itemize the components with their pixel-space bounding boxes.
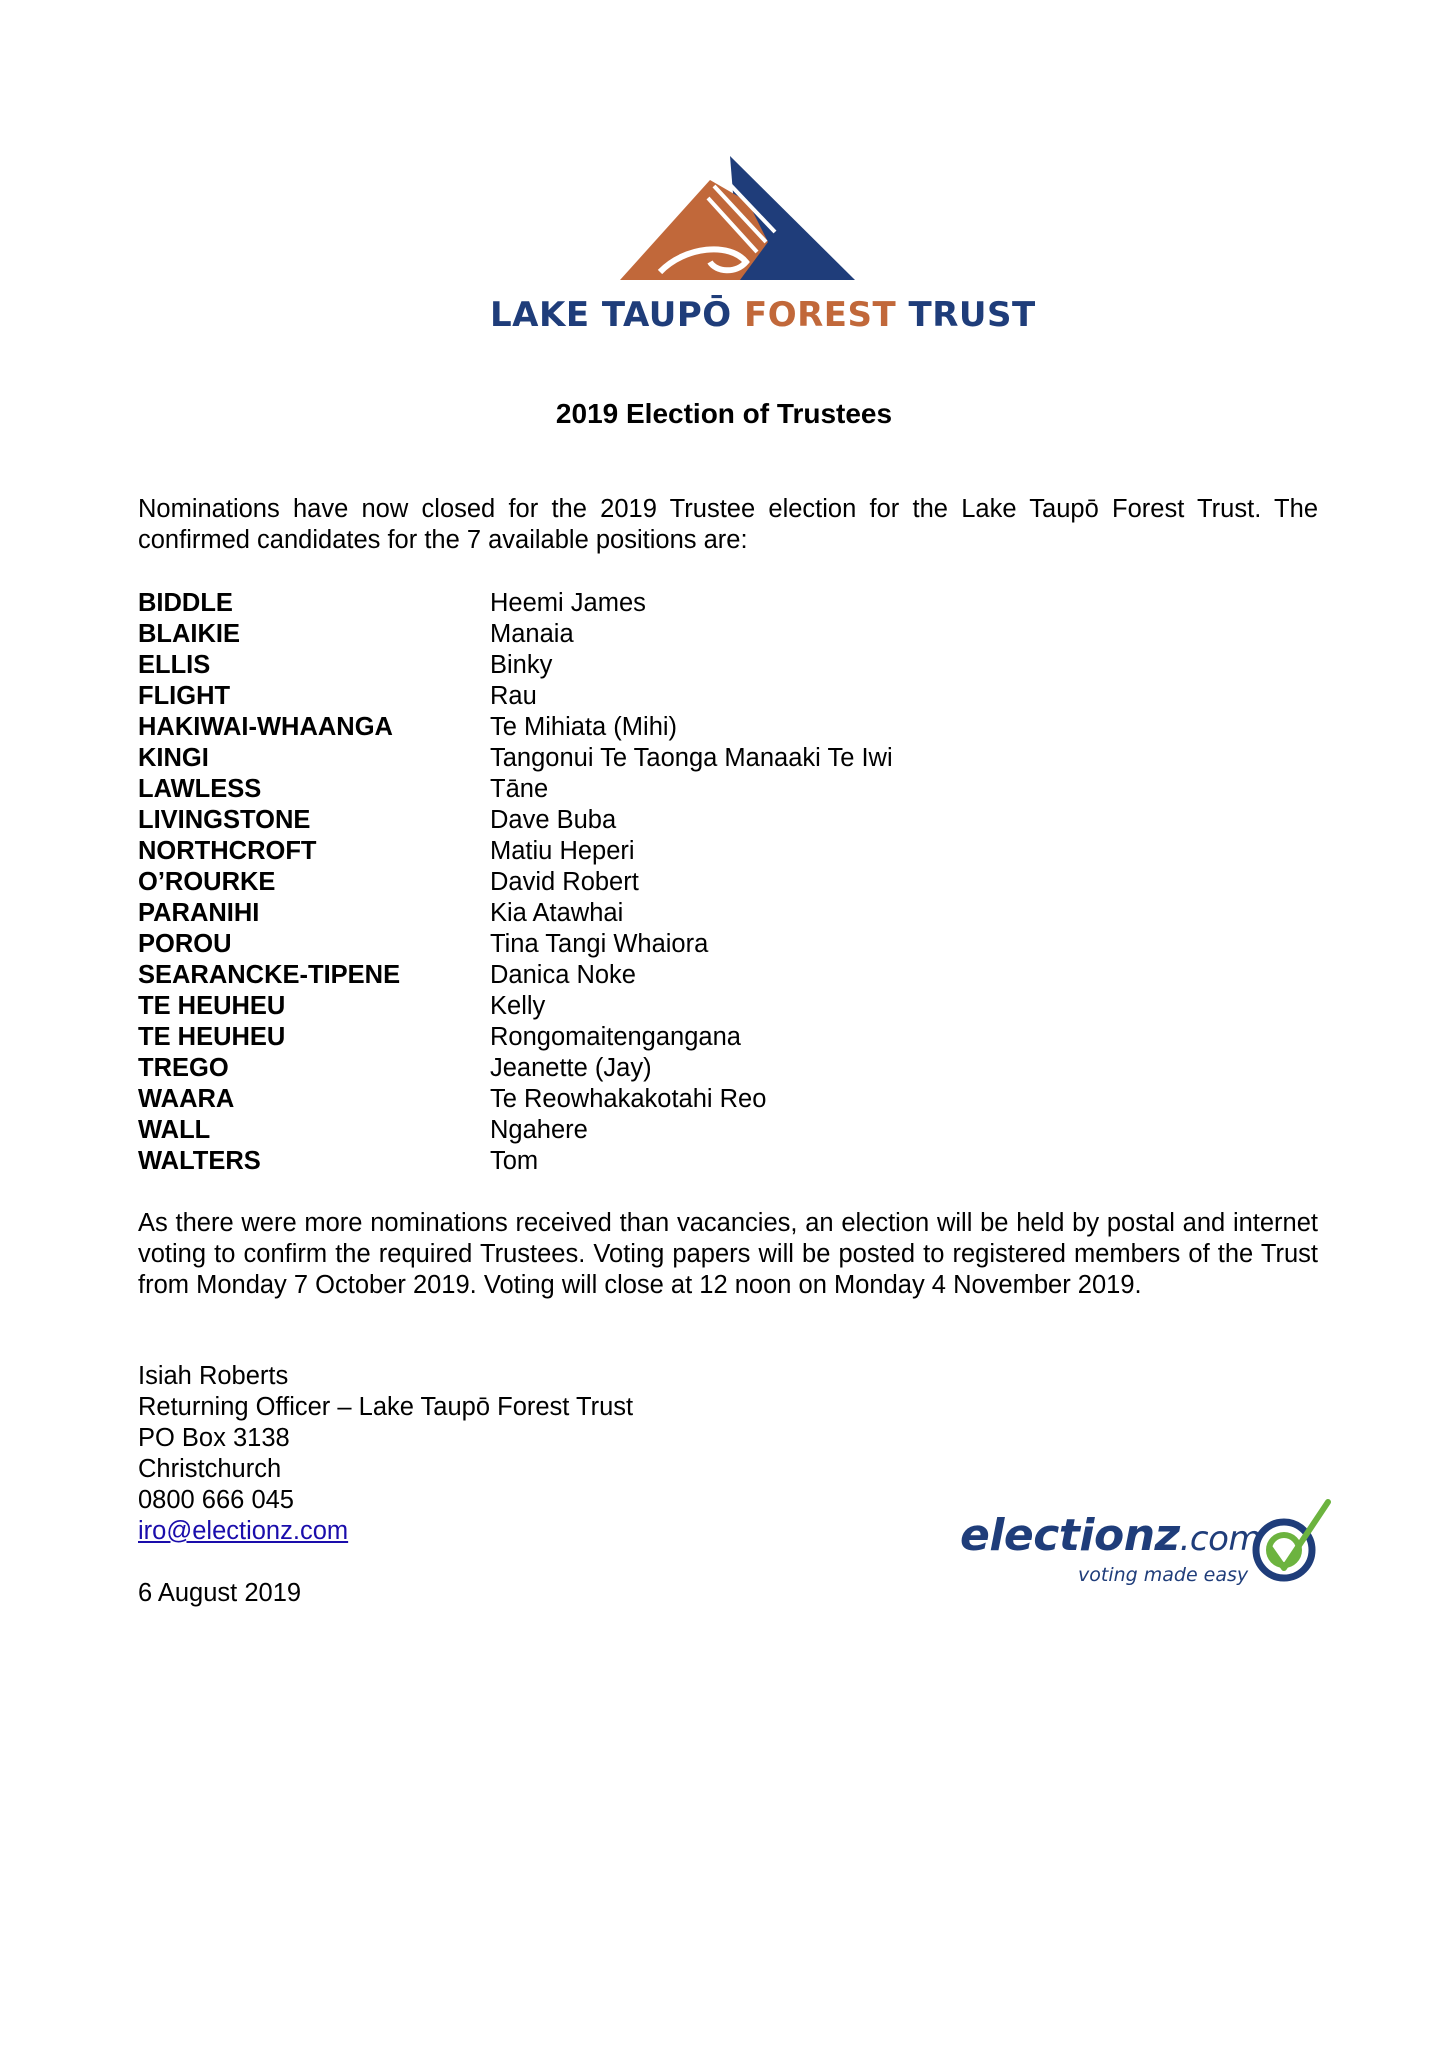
candidate-row bbox=[138, 774, 1138, 805]
candidate-given-name: Binky bbox=[490, 651, 553, 679]
candidate-row bbox=[138, 1022, 1138, 1053]
trust-logo bbox=[490, 150, 1036, 340]
candidate-row bbox=[138, 960, 1138, 991]
candidate-given-name: Manaia bbox=[490, 620, 574, 648]
candidate-given-name: Tāne bbox=[490, 775, 549, 803]
candidate-row bbox=[138, 712, 1138, 743]
document-date: 6 August 2019 bbox=[138, 1579, 302, 1607]
candidate-given-name: Tina Tangi Whaiora bbox=[490, 930, 709, 958]
signatory-role: Returning Officer – Lake Taupō Forest Trust bbox=[138, 1393, 634, 1421]
candidate-given-name: David Robert bbox=[490, 868, 639, 896]
candidate-surname: O’ROURKE bbox=[138, 868, 276, 896]
candidate-row bbox=[138, 743, 1138, 774]
signatory-name: Isiah Roberts bbox=[138, 1362, 289, 1390]
candidate-surname: FLIGHT bbox=[138, 682, 231, 710]
candidate-surname: KINGI bbox=[138, 744, 209, 772]
candidate-given-name: Matiu Heperi bbox=[490, 837, 635, 865]
candidate-given-name: Tom bbox=[490, 1147, 539, 1175]
candidate-surname: LIVINGSTONE bbox=[138, 806, 311, 834]
candidate-surname: WALTERS bbox=[138, 1147, 261, 1175]
candidate-row bbox=[138, 929, 1138, 960]
candidate-given-name: Danica Noke bbox=[490, 961, 636, 989]
candidate-given-name: Te Reowhakakotahi Reo bbox=[490, 1085, 767, 1113]
candidate-row bbox=[138, 1115, 1138, 1146]
candidate-surname: ELLIS bbox=[138, 651, 211, 679]
electionz-dotcom: .com bbox=[1179, 1519, 1262, 1559]
candidate-surname: LAWLESS bbox=[138, 775, 262, 803]
candidate-row bbox=[138, 991, 1138, 1022]
city: Christchurch bbox=[138, 1455, 282, 1483]
candidate-surname: HAKIWAI-WHAANGA bbox=[138, 713, 393, 741]
candidate-row bbox=[138, 1053, 1138, 1084]
candidate-given-name: Ngahere bbox=[490, 1116, 588, 1144]
checkmark-swirl-icon bbox=[1248, 1498, 1333, 1588]
candidate-row bbox=[138, 681, 1138, 712]
signature-block bbox=[138, 1361, 838, 1547]
candidate-surname: TE HEUHEU bbox=[138, 1023, 286, 1051]
candidate-list bbox=[138, 588, 1138, 1177]
candidate-given-name: Te Mihiata (Mihi) bbox=[490, 713, 678, 741]
candidate-row bbox=[138, 588, 1138, 619]
email-link[interactable]: iro@electionz.com bbox=[138, 1517, 349, 1545]
mountain-triangle-logo-icon bbox=[600, 150, 860, 290]
candidate-given-name: Kelly bbox=[490, 992, 546, 1020]
candidate-row bbox=[138, 1146, 1138, 1177]
electionz-word: electionz bbox=[960, 1510, 1180, 1561]
candidate-surname: WALL bbox=[138, 1116, 211, 1144]
electionz-logo bbox=[960, 1498, 1340, 1598]
candidate-row bbox=[138, 836, 1138, 867]
candidate-row bbox=[138, 619, 1138, 650]
candidate-surname: WAARA bbox=[138, 1085, 235, 1113]
trust-logo-text bbox=[490, 295, 1036, 335]
candidate-given-name: Rongomaitengangana bbox=[490, 1023, 741, 1051]
candidate-surname: SEARANCKE-TIPENE bbox=[138, 961, 401, 989]
candidate-surname: POROU bbox=[138, 930, 232, 958]
candidate-row bbox=[138, 898, 1138, 929]
candidate-surname: BIDDLE bbox=[138, 589, 233, 617]
candidate-surname: TE HEUHEU bbox=[138, 992, 286, 1020]
electionz-tagline: voting made easy bbox=[1078, 1564, 1249, 1586]
candidate-row bbox=[138, 805, 1138, 836]
candidate-row bbox=[138, 867, 1138, 898]
candidate-given-name: Heemi James bbox=[490, 589, 646, 617]
candidate-given-name: Kia Atawhai bbox=[490, 899, 624, 927]
candidate-row bbox=[138, 1084, 1138, 1115]
po-box: PO Box 3138 bbox=[138, 1424, 290, 1452]
intro-paragraph: Nominations have now closed for the 2019 Trustee election for the Lake Taupō Forest Trust. The confirmed candidates for the 7 available positions are: bbox=[138, 495, 1318, 554]
logo-text-part3: TRUST bbox=[896, 295, 1036, 335]
election-details-paragraph: As there were more nominations received than vacancies, an election will be held by postal and internet voting to confirm the required Trustees. Voting papers will be posted to registered members of the Trust from Monday 7 October 2019. Voting will close at 12 noon on Monday 4 November 2019. bbox=[138, 1209, 1318, 1299]
candidate-surname: PARANIHI bbox=[138, 899, 260, 927]
candidate-given-name: Dave Buba bbox=[490, 806, 617, 834]
electionz-wordmark bbox=[960, 1510, 1261, 1561]
logo-text-part1: LAKE TAUPŌ bbox=[490, 295, 744, 335]
candidate-surname: NORTHCROFT bbox=[138, 837, 317, 865]
logo-text-part2: FOREST bbox=[743, 295, 897, 335]
candidate-given-name: Tangonui Te Taonga Manaaki Te Iwi bbox=[490, 744, 893, 772]
page-title: 2019 Election of Trustees bbox=[555, 398, 893, 429]
candidate-given-name: Jeanette (Jay) bbox=[490, 1054, 652, 1082]
candidate-row bbox=[138, 650, 1138, 681]
candidate-given-name: Rau bbox=[490, 682, 537, 710]
candidate-surname: BLAIKIE bbox=[138, 620, 240, 648]
candidate-surname: TREGO bbox=[138, 1054, 229, 1082]
phone-number: 0800 666 045 bbox=[138, 1486, 294, 1514]
